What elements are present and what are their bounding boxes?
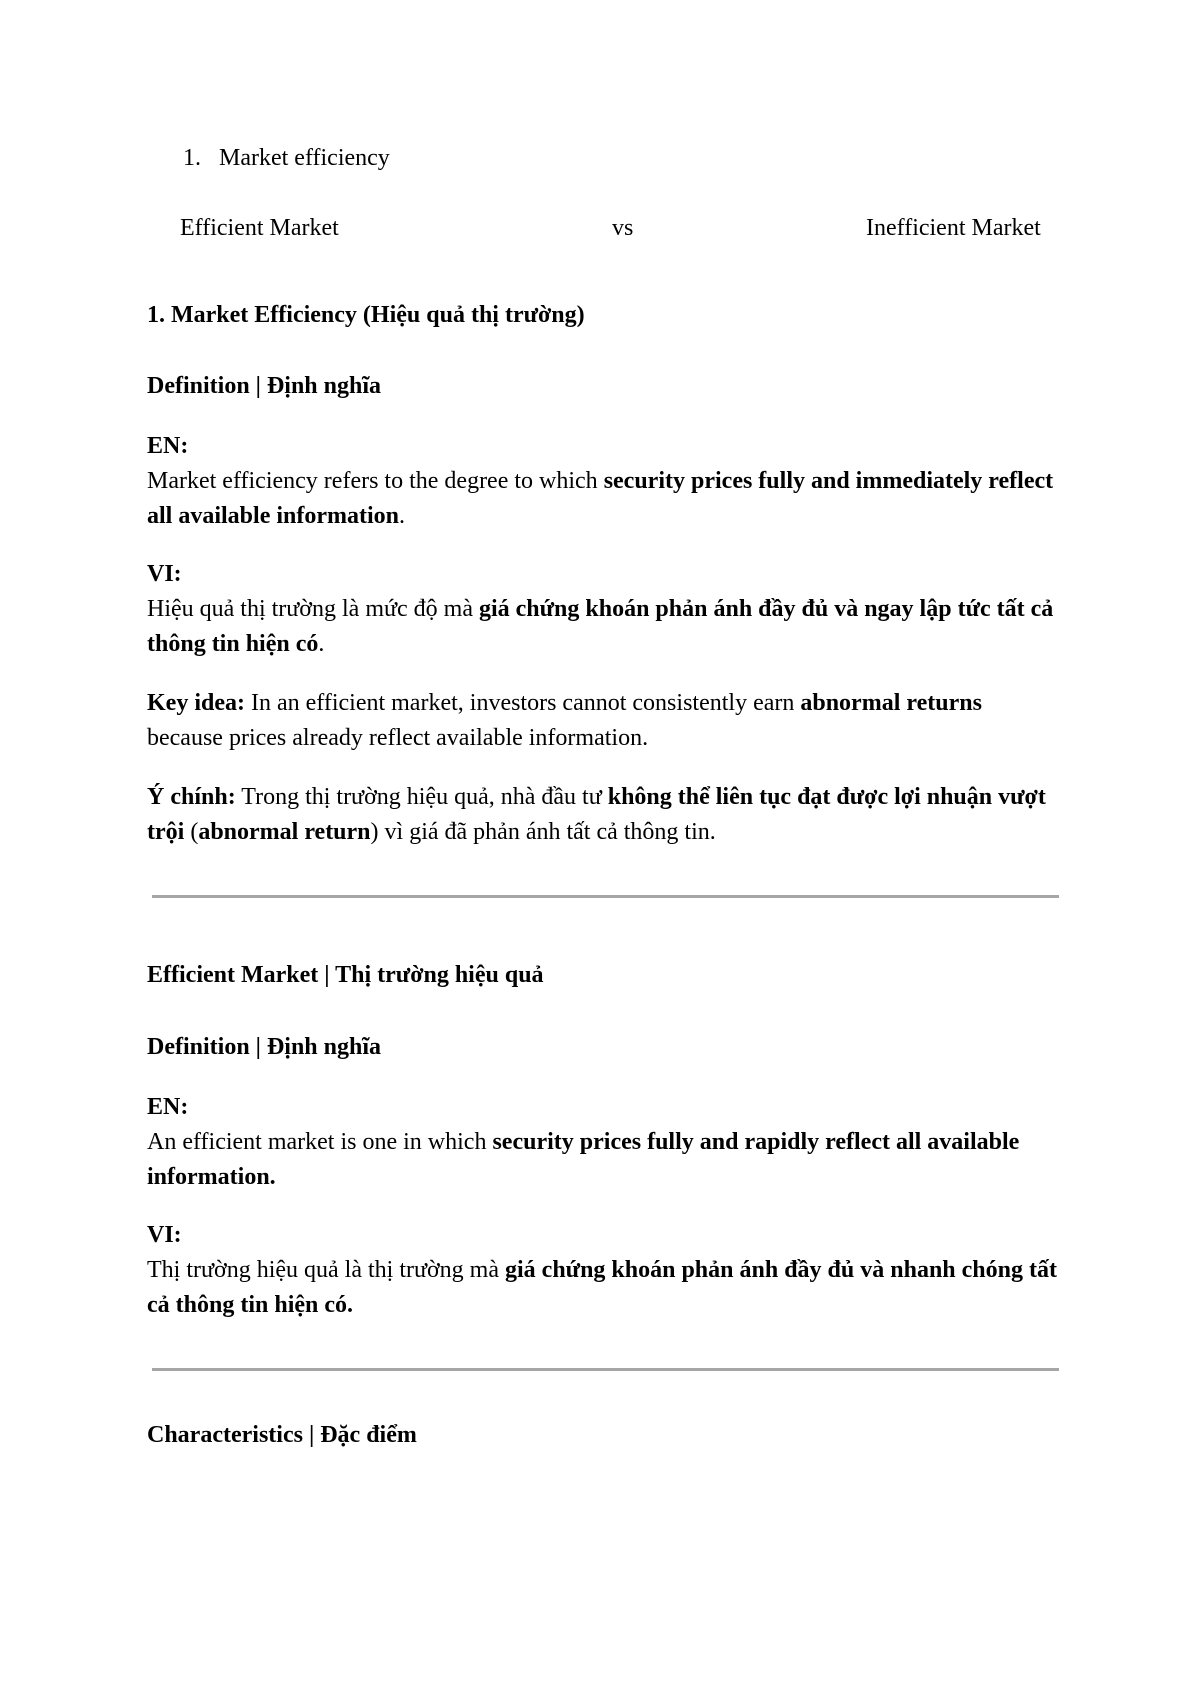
section1-key-idea: Key idea: In an efficient market, investors cannot consistently earn abnormal returns because prices already reflect available information. xyxy=(147,690,982,751)
comparison-left: Efficient Market xyxy=(180,215,339,241)
section1-heading: 1. Market Efficiency (Hiệu quả thị trường) xyxy=(147,302,585,328)
section1-definition-heading: Definition | Định nghĩa xyxy=(147,373,382,399)
section1-y-chinh: Ý chính: Trong thị trường hiệu quả, nhà đầu tư không thể liên tục đạt được lợi nhuận vượt trội (abnormal return) vì giá đã phản ánh tất cả thông tin. xyxy=(147,784,1046,845)
section2-definition-heading: Definition | Định nghĩa xyxy=(147,1034,382,1060)
comparison-middle: vs xyxy=(612,215,634,241)
section2-en-paragraph: An efficient market is one in which security prices fully and rapidly reflect all available information. xyxy=(147,1129,1020,1190)
section2-en-label: EN: xyxy=(147,1094,189,1120)
section1-en-label: EN: xyxy=(147,433,189,459)
section2-heading: Efficient Market | Thị trường hiệu quả xyxy=(147,962,544,988)
section3-heading: Characteristics | Đặc điểm xyxy=(147,1422,417,1448)
comparison-right: Inefficient Market xyxy=(866,215,1041,241)
horizontal-divider xyxy=(152,1368,1059,1371)
section1-vi-label: VI: xyxy=(147,561,182,587)
list-number: 1. xyxy=(183,145,201,171)
section1-en-paragraph: Market efficiency refers to the degree to which security prices fully and immediately reflect all available information. xyxy=(147,468,1054,529)
section1-vi-paragraph: Hiệu quả thị trường là mức độ mà giá chứng khoán phản ánh đầy đủ và ngay lập tức tất cả thông tin hiện có. xyxy=(147,596,1054,657)
list-item-text: Market efficiency xyxy=(219,145,390,171)
section2-vi-paragraph: Thị trường hiệu quả là thị trường mà giá chứng khoán phản ánh đầy đủ và nhanh chóng tất cả thông tin hiện có. xyxy=(147,1257,1057,1318)
section2-vi-label: VI: xyxy=(147,1222,182,1248)
horizontal-divider xyxy=(152,895,1059,898)
